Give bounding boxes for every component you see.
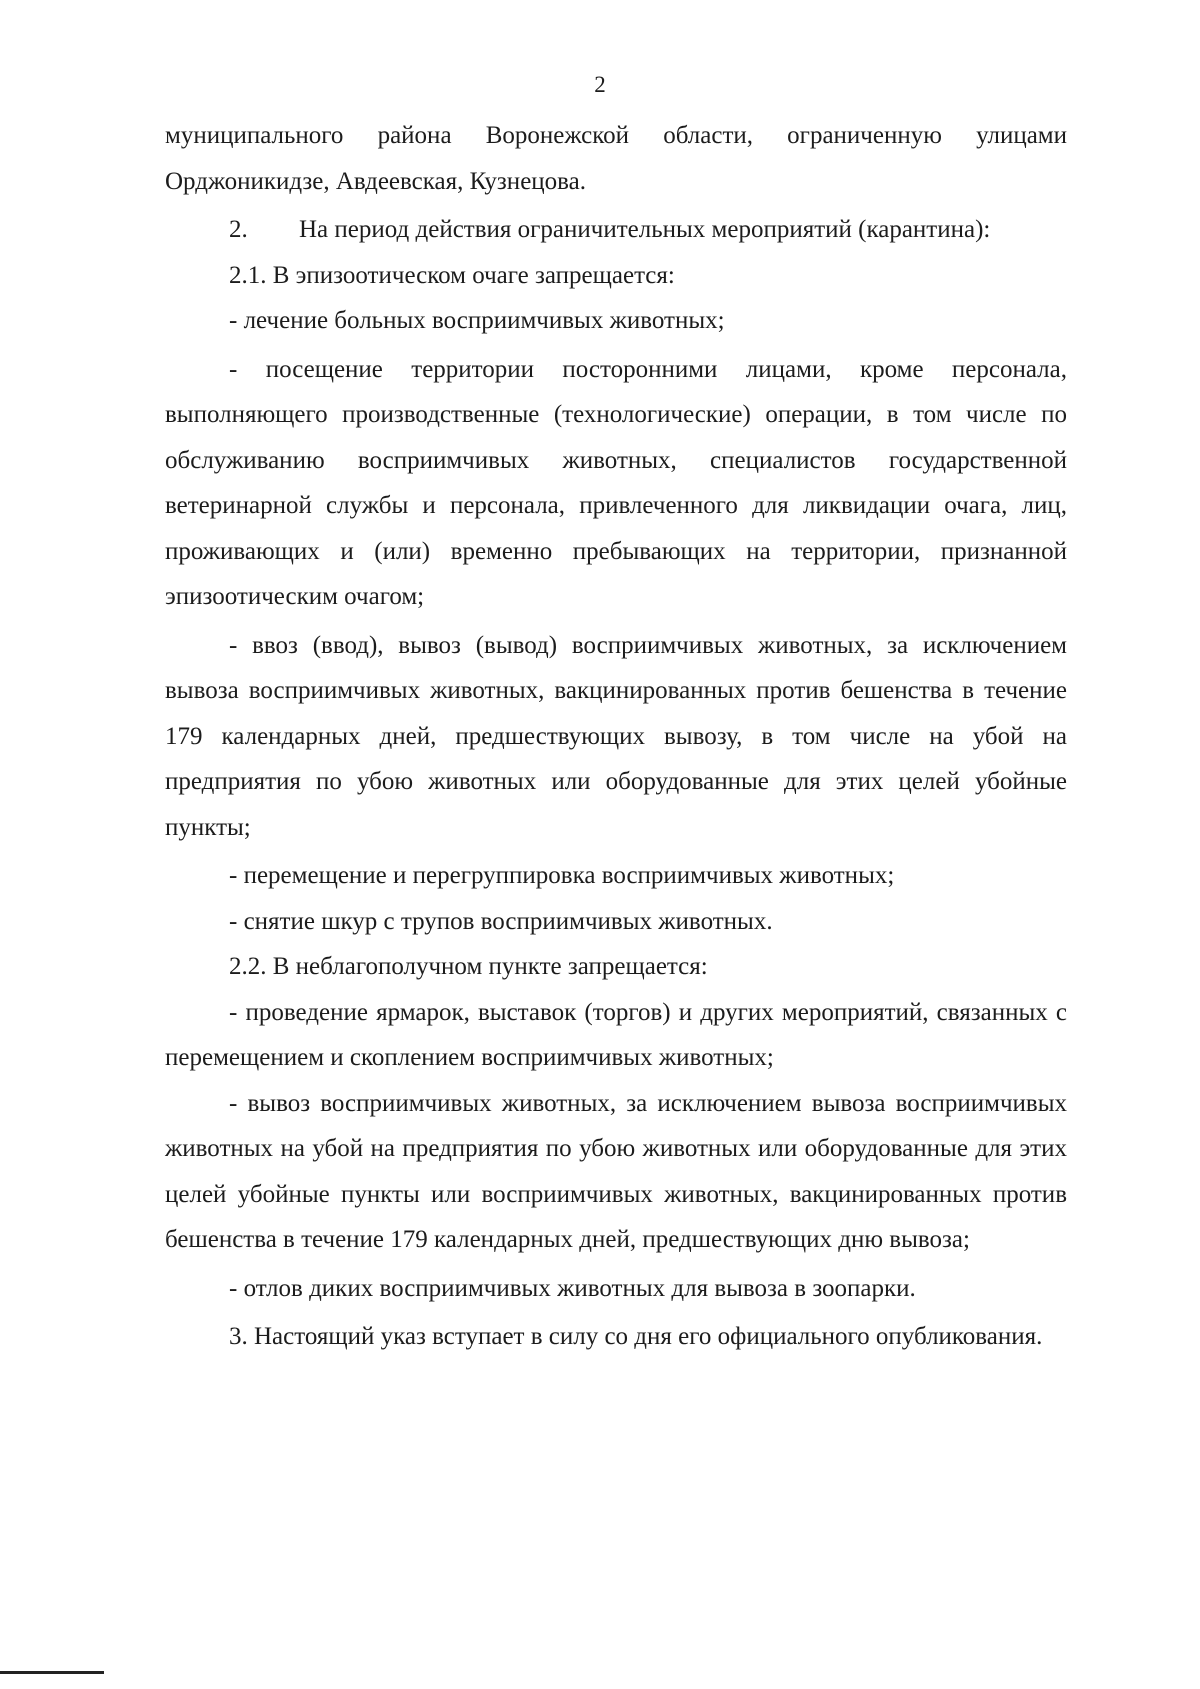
page-number: 2 [594, 72, 606, 97]
list-item-export: - вывоз восприимчивых животных, за исключением вывоза восприимчивых животных на убой на предприятия по убою животных или оборудованные для этих целей убойные пункты или восприимчивых животных, вакцинированных против бешенства в течение 179 календарных дней, предшествующих дню вывоза; [165, 1089, 1067, 1253]
paragraph-item-2-2: 2.2. В неблагополучном пункте запрещается: [229, 953, 708, 980]
paragraph-item-2 [165, 207, 1067, 253]
list-item-capture: - отлов диких восприимчивых животных для вывоза в зоопарки. [229, 1274, 916, 1302]
list-item-treatment: - лечение больных восприимчивых животных; [229, 307, 725, 334]
paragraph-item-3: 3. Настоящий указ вступает в силу со дня его официального опубликования. [229, 1323, 1043, 1350]
list-item-transport: - ввоз (ввод), вывоз (вывод) восприимчивых животных, за исключением вывоза восприимчивых животных, вакцинированных против бешенства в течение 179 календарных дней, предшествующих вывозу, в том числе на убой на предприятия по убою животных или оборудованные для этих целей убойные пункты; [165, 631, 1067, 841]
item-number: 2. [229, 216, 248, 243]
paragraph-item-2-1: 2.1. В эпизоотическом очаге запрещается: [229, 261, 675, 289]
list-item-skinning: - снятие шкур с трупов восприимчивых животных. [229, 907, 773, 935]
list-item-fairs: - проведение ярмарок, выставок (торгов) и других мероприятий, связанных с перемещением и скоплением восприимчивых животных; [165, 998, 1067, 1071]
document-body [165, 113, 1067, 1360]
item-text: На период действия ограничительных мероприятий (карантина): [299, 216, 991, 243]
list-item-regrouping: - перемещение и перегруппировка восприимчивых животных; [229, 862, 895, 889]
list-item-visits: - посещение территории посторонними лицами, кроме персонала, выполняющего производственные (технологические) операции, в том числе по обслуживанию восприимчивых животных, специалистов государственной ветеринарной службы и персонала, привлеченного для ликвидации очага, лиц, проживающих и (или) временно пребывающих на территории, признанной эпизоотическим очагом; [165, 355, 1067, 610]
scan-edge-mark [0, 1671, 104, 1674]
paragraph-continuation: муниципального района Воронежской области, ограниченную улицами Орджоникидзе, Авдеевская, Кузнецова. [165, 122, 1067, 195]
